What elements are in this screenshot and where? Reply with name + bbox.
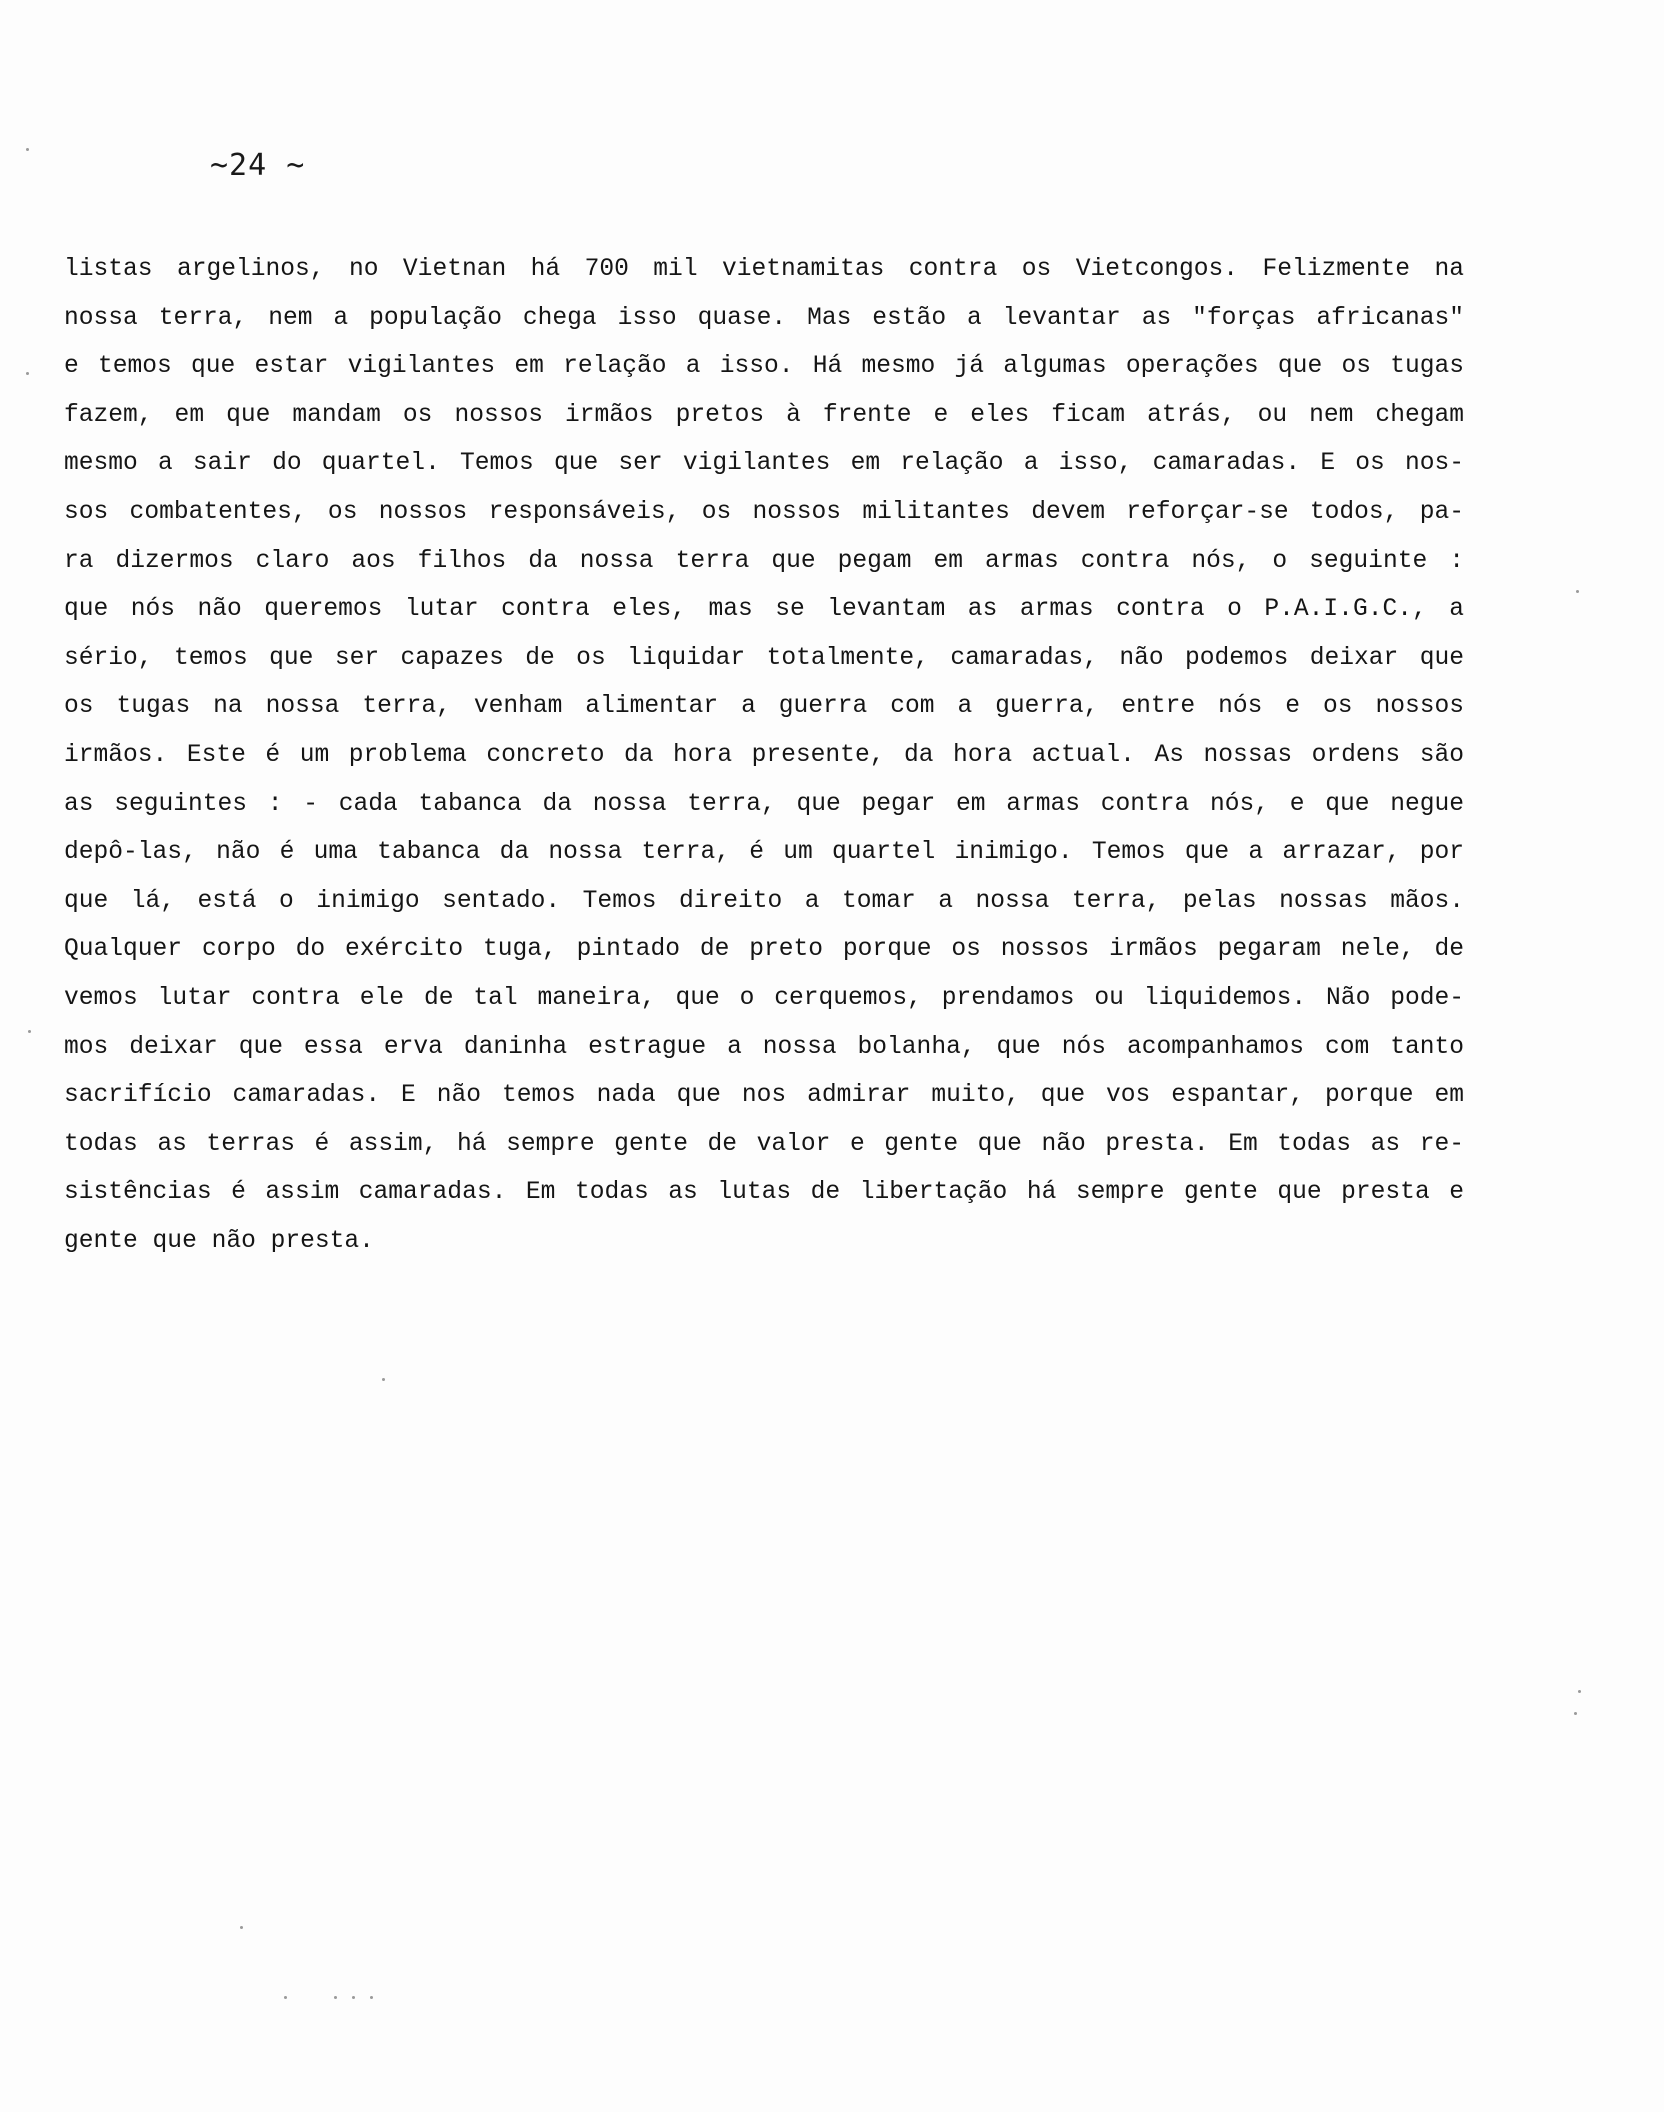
text-line: vemos lutar contra ele de tal maneira, que o cerquemos, prendamos ou liquidemos. Não pode- (64, 984, 1464, 1012)
text-line: mesmo a sair do quartel. Temos que ser vigilantes em relação a isso, camaradas. E os nos- (64, 450, 1464, 478)
scan-speck (382, 1378, 385, 1381)
text-line: e temos que estar vigilantes em relação a isso. Há mesmo já algumas operações que os tugas (64, 353, 1464, 381)
text-line: mos deixar que essa erva daninha estrague a nossa bolanha, que nós acompanhamos com tanto (64, 1033, 1464, 1061)
page-number: ~24 ~ (210, 148, 306, 183)
scan-speck (26, 372, 29, 375)
text-line: que lá, está o inimigo sentado. Temos direito a tomar a nossa terra, pelas nossas mãos. (64, 887, 1464, 915)
scan-speck (334, 1996, 337, 1999)
text-line: Qualquer corpo do exército tuga, pintado de preto porque os nossos irmãos pegaram nele, de (64, 936, 1464, 964)
text-line: sacrifício camaradas. E não temos nada que nos admirar muito, que vos espantar, porque em (64, 1082, 1464, 1110)
scan-speck (1576, 590, 1579, 593)
scan-speck (370, 1996, 373, 1999)
text-line: todas as terras é assim, há sempre gente de valor e gente que não presta. Em todas as re- (64, 1130, 1464, 1158)
scan-speck (1578, 1690, 1581, 1693)
text-line: que nós não queremos lutar contra eles, mas se levantam as armas contra o P.A.I.G.C., a (64, 596, 1464, 624)
text-line: os tugas na nossa terra, venham alimentar a guerra com a guerra, entre nós e os nossos (64, 693, 1464, 721)
text-line: sos combatentes, os nossos responsáveis, os nossos militantes devem reforçar-se todos, pa- (64, 498, 1464, 526)
scan-speck (284, 1996, 287, 1999)
text-line: gente que não presta. (64, 1227, 374, 1255)
text-line: depô-las, não é uma tabanca da nossa terra, é um quartel inimigo. Temos que a arrazar, por (64, 839, 1464, 867)
scan-speck (1574, 1712, 1577, 1715)
scan-speck (240, 1926, 243, 1929)
text-line: nossa terra, nem a população chega isso quase. Mas estão a levantar as "forças africanas" (64, 304, 1464, 332)
text-line: sistências é assim camaradas. Em todas as lutas de libertação há sempre gente que presta e (64, 1179, 1464, 1207)
scan-speck (352, 1996, 355, 1999)
scan-speck (28, 1030, 31, 1033)
text-line: sério, temos que ser capazes de os liquidar totalmente, camaradas, não podemos deixar que (64, 644, 1464, 672)
scan-speck (26, 148, 29, 151)
text-line: listas argelinos, no Vietnan há 700 mil vietnamitas contra os Vietcongos. Felizmente na (64, 256, 1464, 283)
text-line: fazem, em que mandam os nossos irmãos pretos à frente e eles ficam atrás, ou nem chegam (64, 401, 1464, 429)
text-line: ra dizermos claro aos filhos da nossa terra que pegam em armas contra nós, o seguinte : (64, 547, 1464, 575)
text-line: as seguintes : - cada tabanca da nossa terra, que pegar em armas contra nós, e que negue (64, 790, 1464, 818)
body-text (64, 246, 1464, 1266)
text-line: irmãos. Este é um problema concreto da hora presente, da hora actual. As nossas ordens são (64, 741, 1464, 769)
